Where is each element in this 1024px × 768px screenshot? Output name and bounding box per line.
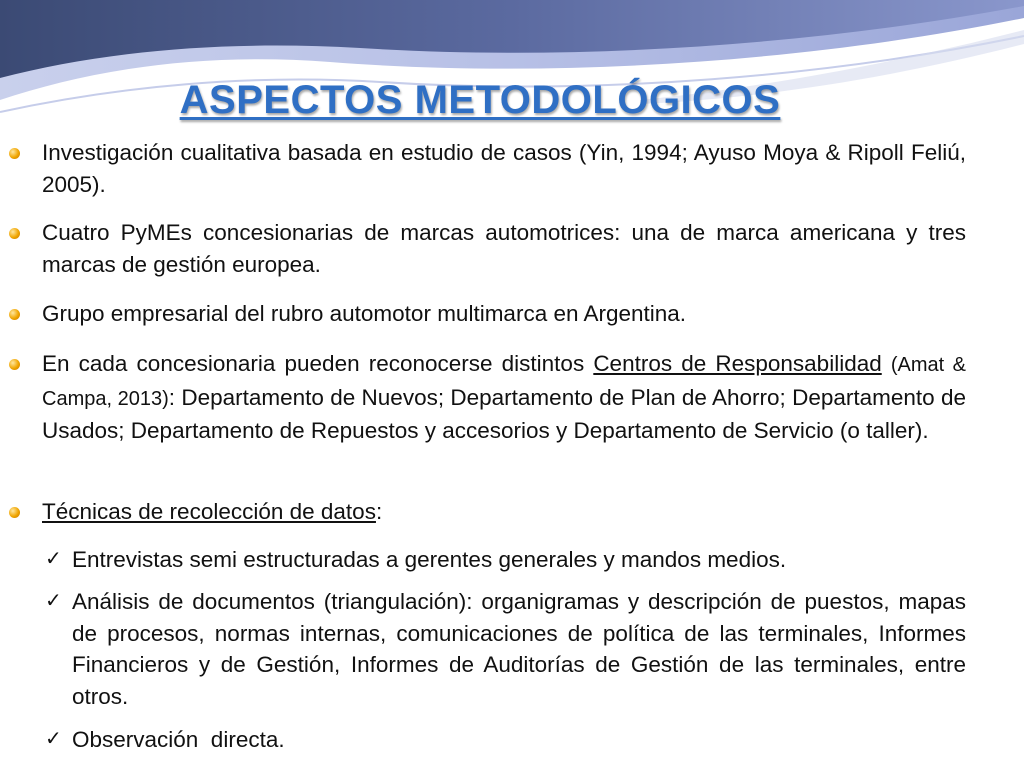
check-text: Análisis de documentos (triangulación): organigramas y descripción de puestos, mapas de procesos, normas internas, comunicaciones de política de las terminales, Informes Financieros y de Gestión, Informes de Auditorías de Gestión de las terminales, entre otros. [72, 589, 966, 709]
bullet-dot-icon [9, 309, 20, 320]
tecnicas-suffix: : [375, 499, 383, 524]
bullet-text: Cuatro PyMEs concesionarias de marcas automotrices: una de marca americana y tres marcas de gestión europea. [42, 220, 966, 277]
bullet-item-1 [42, 137, 966, 200]
bullet-text-part1: En cada concesionaria pueden reconocerse distintos [42, 351, 594, 376]
check-text: Observación directa. [72, 727, 285, 752]
bullet-item-4 [42, 348, 966, 447]
checkmark-icon: ✓ [45, 728, 62, 750]
checkmark-icon: ✓ [45, 548, 62, 570]
check-item-1 [45, 544, 966, 576]
checkmark-icon: ✓ [45, 590, 62, 612]
bullet-text: Grupo empresarial del rubro automotor multimarca en Argentina. [42, 301, 687, 326]
check-item-2 [45, 586, 966, 712]
bullet-text: Investigación cualitativa basada en estudio de casos (Yin, 1994; Ayuso Moya & Ripoll Feliú, 2005). [42, 140, 966, 197]
tecnicas-heading: Técnicas de recolección de datos [42, 499, 376, 524]
bullet-item-3 [42, 298, 966, 330]
bullet-text-part2: : Departamento de Nuevos; Departamento de Plan de Ahorro; Departamento de Usados; Departamento de Repuestos y accesorios y Departamento de Servicio (o taller). [42, 384, 966, 443]
citation: (Amat & Campa, 2013) [42, 354, 966, 410]
bullet-dot-icon [9, 507, 20, 518]
centros-de-responsabilidad-link: Centros de Responsabilidad [593, 351, 882, 376]
bullet-dot-icon [9, 228, 20, 239]
bullet-dot-icon [9, 359, 20, 370]
bullet-dot-icon [9, 148, 20, 159]
check-item-3 [45, 724, 966, 756]
bullet-item-5 [42, 496, 966, 528]
check-text: Entrevistas semi estructuradas a gerentes generales y mandos medios. [72, 547, 787, 572]
slide-title: ASPECTOS METODOLÓGICOS [179, 78, 781, 122]
bullet-item-2 [42, 217, 966, 280]
